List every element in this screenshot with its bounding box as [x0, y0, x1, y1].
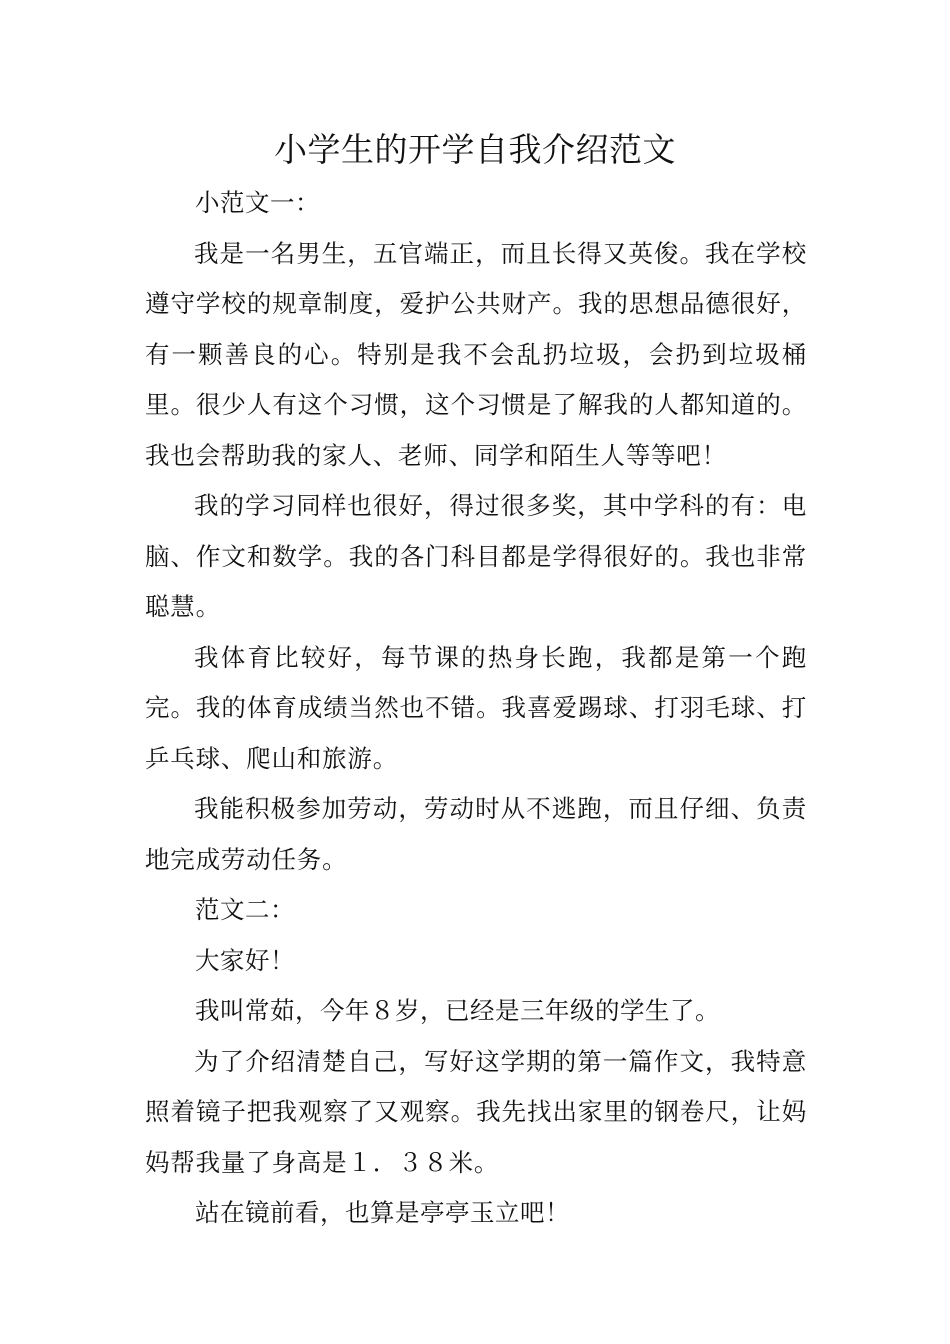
document-title: 小学生的开学自我介绍范文: [274, 130, 676, 169]
paragraph: 我体育比较好，每节课的热身长跑，我都是第一个跑完。我的体育成绩当然也不错。我喜爱踢球、打羽毛球、打乒乓球、爬山和旅游。: [145, 642, 807, 773]
paragraph: 我能积极参加劳动，劳动时从不逃跑，而且仔细、负责地完成劳动任务。: [145, 794, 807, 874]
paragraph: 站在镜前看，也算是亭亭玉立吧！: [195, 1198, 570, 1227]
paragraph: 我叫常茹，今年８岁，已经是三年级的学生了。: [195, 996, 720, 1025]
document-body: [145, 178, 807, 1239]
section-heading-1: 小范文一：: [195, 188, 320, 217]
greeting: 大家好！: [195, 945, 295, 975]
paragraph: 为了介绍清楚自己，写好这学期的第一篇作文，我特意照着镜子把我观察了又观察。我先找出家里的钢卷尺，让妈妈帮我量了身高是１．３８米。: [145, 1046, 807, 1177]
paragraph: 我的学习同样也很好，得过很多奖，其中学科的有：电脑、作文和数学。我的各门科目都是学得很好的。我也非常聪慧。: [145, 491, 807, 621]
paragraph: 我是一名男生，五官端正，而且长得又英俊。我在学校遵守学校的规章制度，爱护公共财产。我的思想品德很好，有一颗善良的心。特别是我不会乱扔垃圾，会扔到垃圾桶里。很少人有这个习惯，这个习惯是了解我的人都知道的。我也会帮助我的家人、老师、同学和陌生人等等吧！: [145, 238, 807, 470]
section-heading-2: 范文二：: [195, 895, 295, 924]
